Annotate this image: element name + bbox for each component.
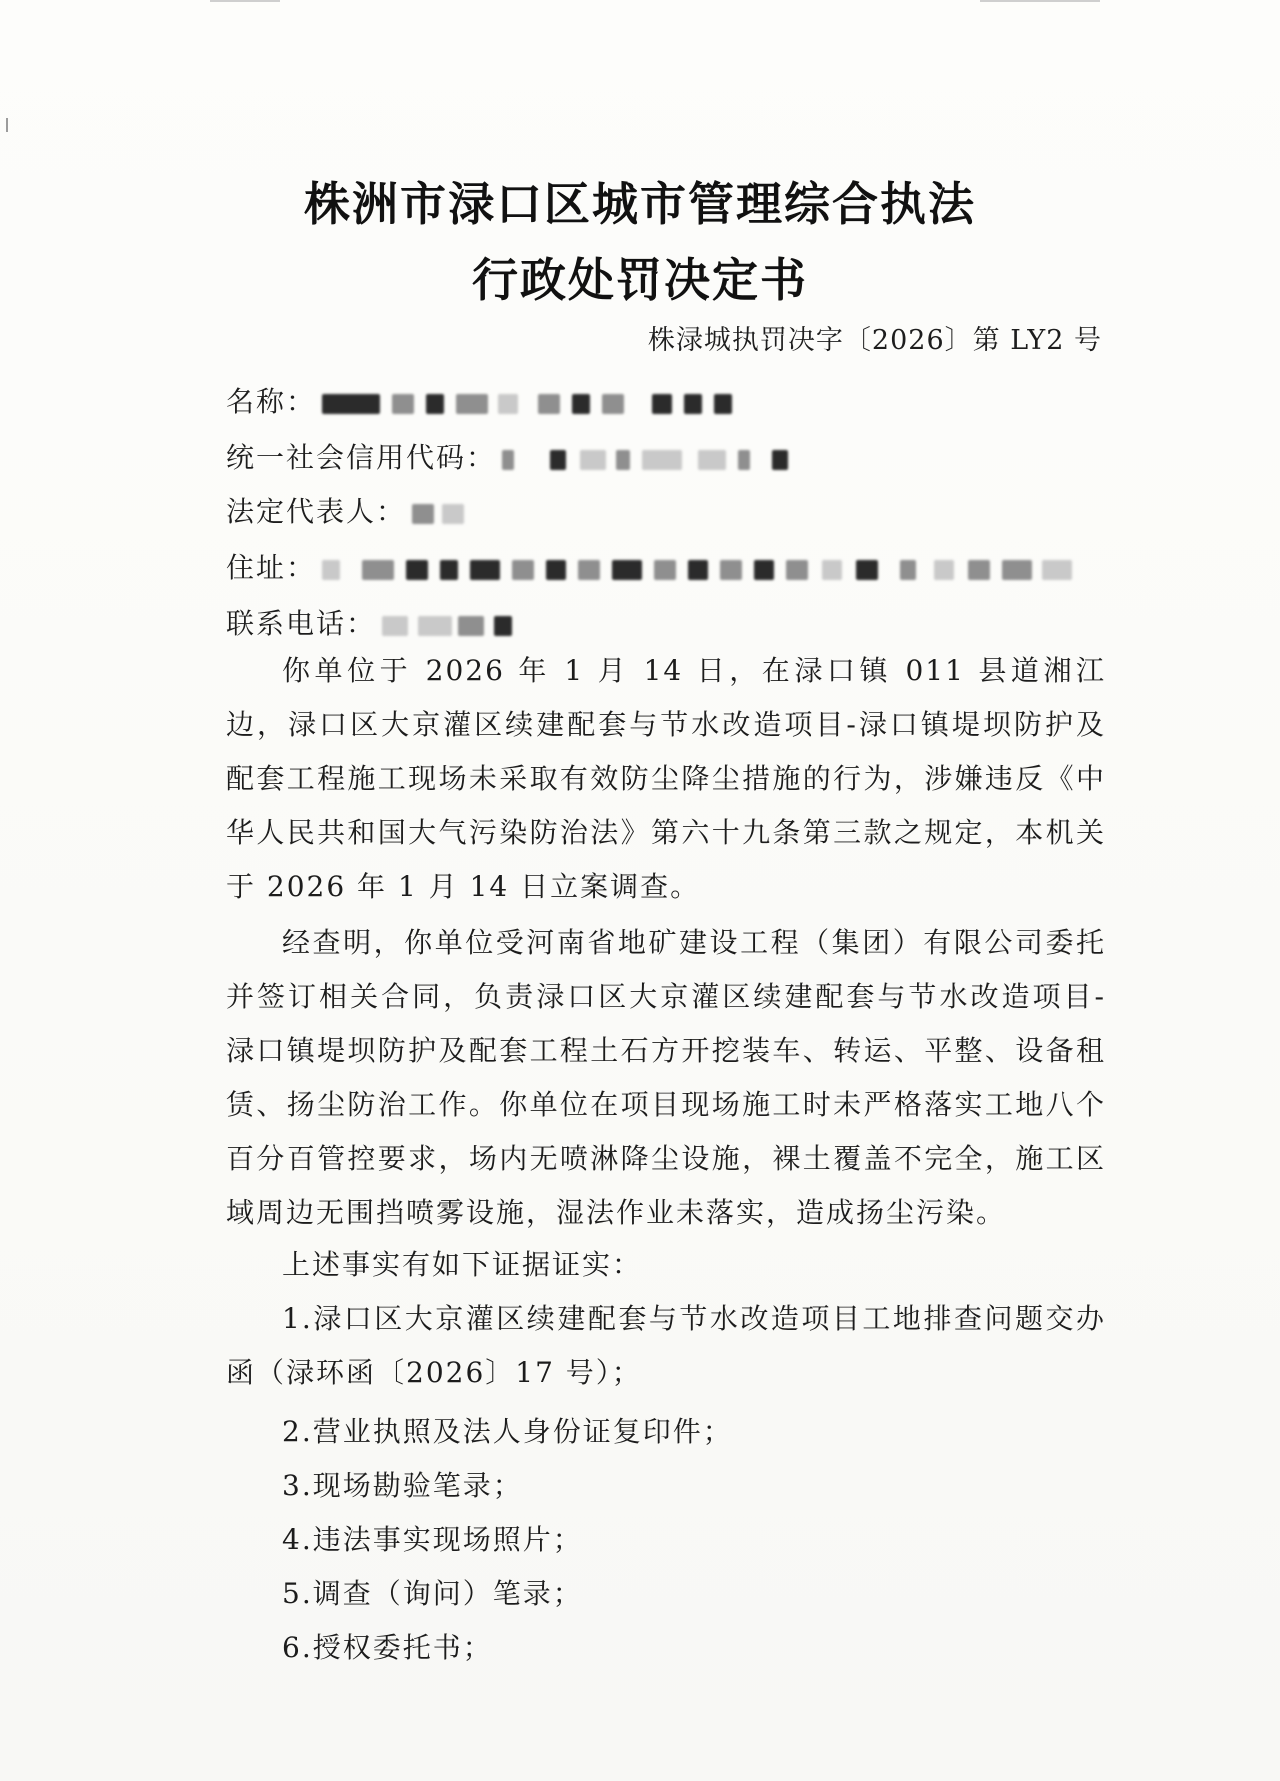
redacted-name xyxy=(322,391,742,417)
document-number: 株渌城执罚决字〔2026〕第 LY2 号 xyxy=(647,325,1102,356)
paragraph-case-filing: 你单位于 2026 年 1 月 14 日，在渌口镇 011 县道湘江边，渌口区大京灌区续建配套与节水改造项目-渌口镇堤坝防护及配套工程施工现场未采取有效防尘降尘措施的行为，涉嫌违反《中华人民共和国大气污染防治法》第六十九条第三款之规定，本机关于 2026 年 1 月 14 日立案调查。 xyxy=(226,654,1106,903)
scan-edge-mark xyxy=(980,0,1100,2)
credit-code-field xyxy=(226,436,802,476)
document-title-line2: 行政处罚决定书 xyxy=(472,253,808,307)
redacted-phone xyxy=(382,613,542,639)
evidence-item: 1.渌口区大京灌区续建配套与节水改造项目工地排查问题交办函（渌环函〔2026〕17 号）； xyxy=(226,1302,1106,1389)
document-title-line1: 株洲市渌口区城市管理综合执法 xyxy=(304,177,976,231)
scan-edge-mark xyxy=(210,0,280,2)
name-field xyxy=(226,380,742,420)
legal-rep-label: 法定代表人： xyxy=(226,495,407,528)
phone-field xyxy=(226,602,542,642)
evidence-item: 6.授权委托书； xyxy=(282,1631,493,1664)
evidence-item: 4.违法事实现场照片； xyxy=(282,1523,583,1556)
credit-code-label: 统一社会信用代码： xyxy=(226,441,497,474)
address-label: 住址： xyxy=(226,551,317,584)
redacted-credit-code xyxy=(502,447,802,473)
paragraph-evidence-intro: 上述事实有如下证据证实： xyxy=(282,1248,643,1281)
legal-rep-field xyxy=(226,490,472,530)
redacted-address xyxy=(322,557,1082,583)
evidence-item: 2.营业执照及法人身份证复印件； xyxy=(282,1415,733,1448)
paragraph-investigation-findings: 经查明，你单位受河南省地矿建设工程（集团）有限公司委托并签订相关合同，负责渌口区大京灌区续建配套与节水改造项目-渌口镇堤坝防护及配套工程土石方开挖装车、转运、平整、设备租赁、扬尘防治工作。你单位在项目现场施工时未严格落实工地八个百分百管控要求，场内无喷淋降尘设施，裸土覆盖不完全，施工区域周边无围挡喷雾设施，湿法作业未落实，造成扬尘污染。 xyxy=(226,926,1106,1229)
scan-edge-mark xyxy=(6,118,8,132)
evidence-item: 5.调查（询问）笔录； xyxy=(282,1577,583,1610)
name-label: 名称： xyxy=(226,385,317,418)
evidence-item: 3.现场勘验笔录； xyxy=(282,1469,523,1502)
phone-label: 联系电话： xyxy=(226,607,377,640)
address-field xyxy=(226,546,1082,586)
redacted-legal-rep xyxy=(412,501,472,527)
